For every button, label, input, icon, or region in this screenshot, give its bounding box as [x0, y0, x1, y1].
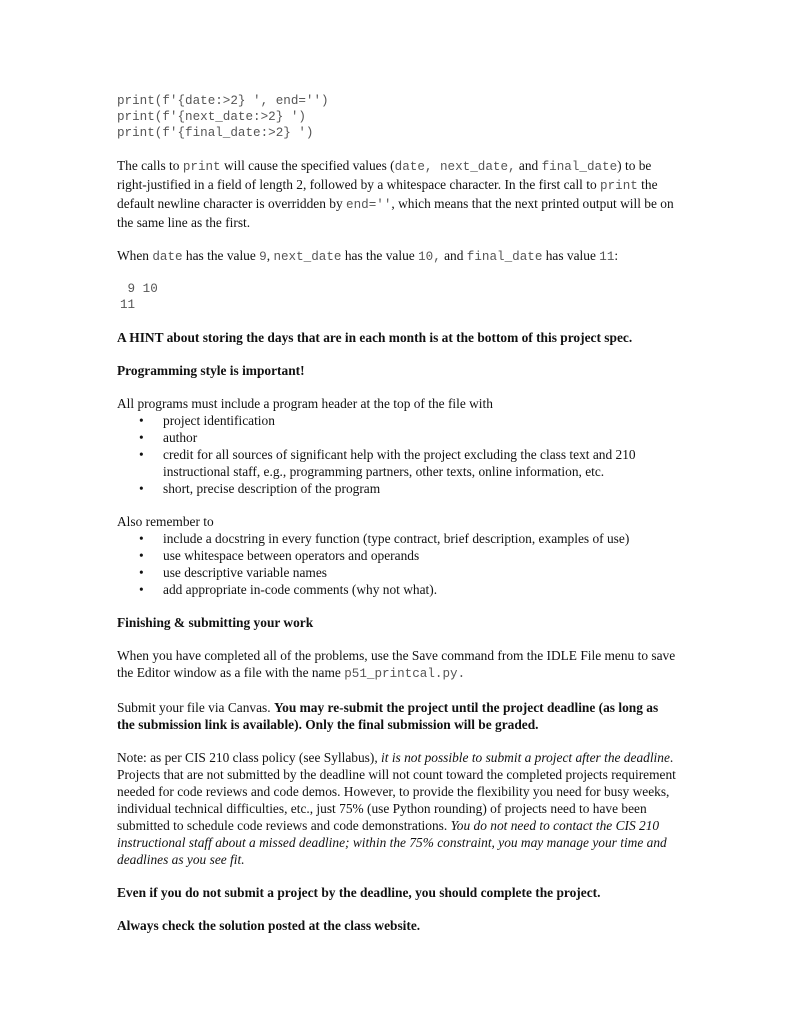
inline-code: print	[182, 160, 221, 174]
finishing-paragraph: When you have completed all of the problems, use the Save command from the IDLE File menu to save the Editor window as a file with the name p51_printcal.py.	[117, 648, 676, 681]
inline-code: next_date	[273, 250, 342, 264]
code-line: print(f'{next_date:>2} ')	[117, 110, 306, 124]
even-if-line: Even if you do not submit a project by the deadline, you should complete the project.	[117, 885, 601, 900]
list-item: • include a docstring in every function (type contract, brief description, examples of use)	[163, 530, 677, 547]
header-intro: All programs must include a program header at the top of the file with	[117, 396, 493, 411]
finishing-heading: Finishing & submitting your work	[117, 615, 314, 630]
remember-intro: Also remember to	[117, 514, 214, 529]
always-check-line: Always check the solution posted at the class website.	[117, 918, 421, 933]
list-item: • add appropriate in-code comments (why not what).	[163, 581, 677, 598]
code-line: print(f'{final_date:>2} ')	[117, 126, 314, 140]
note-paragraph: Note: as per CIS 210 class policy (see Syllabus), it is not possible to submit a project after the deadline. Projects that are not submitted by the deadline will not count toward the completed projects requirement needed for code reviews and code demos. However, to provide the flexibility you need for busy weeks, individual technical difficulties, etc., just 75% (use Python rounding) of projects need to have been submitted to schedule code reviews and code demonstrations. You do not need to contact the CIS 210 instructional staff about a missed deadline; within the 75% constraint, you may manage your time and deadlines as you see fit.	[117, 750, 676, 867]
inline-code: final_date	[541, 160, 618, 174]
inline-code: 11	[599, 250, 615, 264]
inline-code: final_date	[466, 250, 543, 264]
list-item: • project identification	[163, 412, 677, 429]
output-line: 9 10	[120, 282, 158, 296]
code-line: print(f'{date:>2} ', end='')	[117, 94, 329, 108]
inline-code: date	[152, 250, 183, 264]
code-block	[117, 93, 677, 141]
inline-code: 9	[259, 250, 267, 264]
hint-line: A HINT about storing the days that are in each month is at the bottom of this project spec.	[117, 330, 633, 345]
list-item: • use whitespace between operators and operands	[163, 547, 677, 564]
inline-code: 10,	[418, 250, 441, 264]
style-heading: Programming style is important!	[117, 363, 305, 378]
list-item: • use descriptive variable names	[163, 564, 677, 581]
output-line: 11	[120, 298, 136, 312]
submit-paragraph: Submit your file via Canvas. You may re-submit the project until the project deadline (as long as the submission link is available). Only the final submission will be graded.	[117, 700, 659, 732]
list-item: • short, precise description of the program	[163, 480, 677, 497]
inline-code: print	[600, 179, 638, 193]
list-item: • credit for all sources of significant help with the project excluding the class text and 210 instructional staff, e.g., programming partners, other texts, online information, etc.	[163, 446, 677, 480]
inline-code: date, next_date,	[394, 160, 516, 174]
calls-paragraph: The calls to print will cause the specified values (date, next_date, and final_date) to be right-justified in a field of length 2, followed by a whitespace character. In the first call to print the default newline character is overridden by end='', which means that the next printed output will be on the same line as the first.	[117, 158, 674, 230]
remember-list	[117, 530, 677, 598]
filename: p51_printcal.py.	[344, 667, 466, 681]
document-page	[117, 93, 677, 934]
when-paragraph: When date has the value 9, next_date has the value 10, and final_date has value 11:	[117, 248, 619, 264]
list-item: • author	[163, 429, 677, 446]
output-block	[120, 281, 677, 313]
inline-code: end=''	[346, 198, 392, 212]
header-list	[117, 412, 677, 497]
